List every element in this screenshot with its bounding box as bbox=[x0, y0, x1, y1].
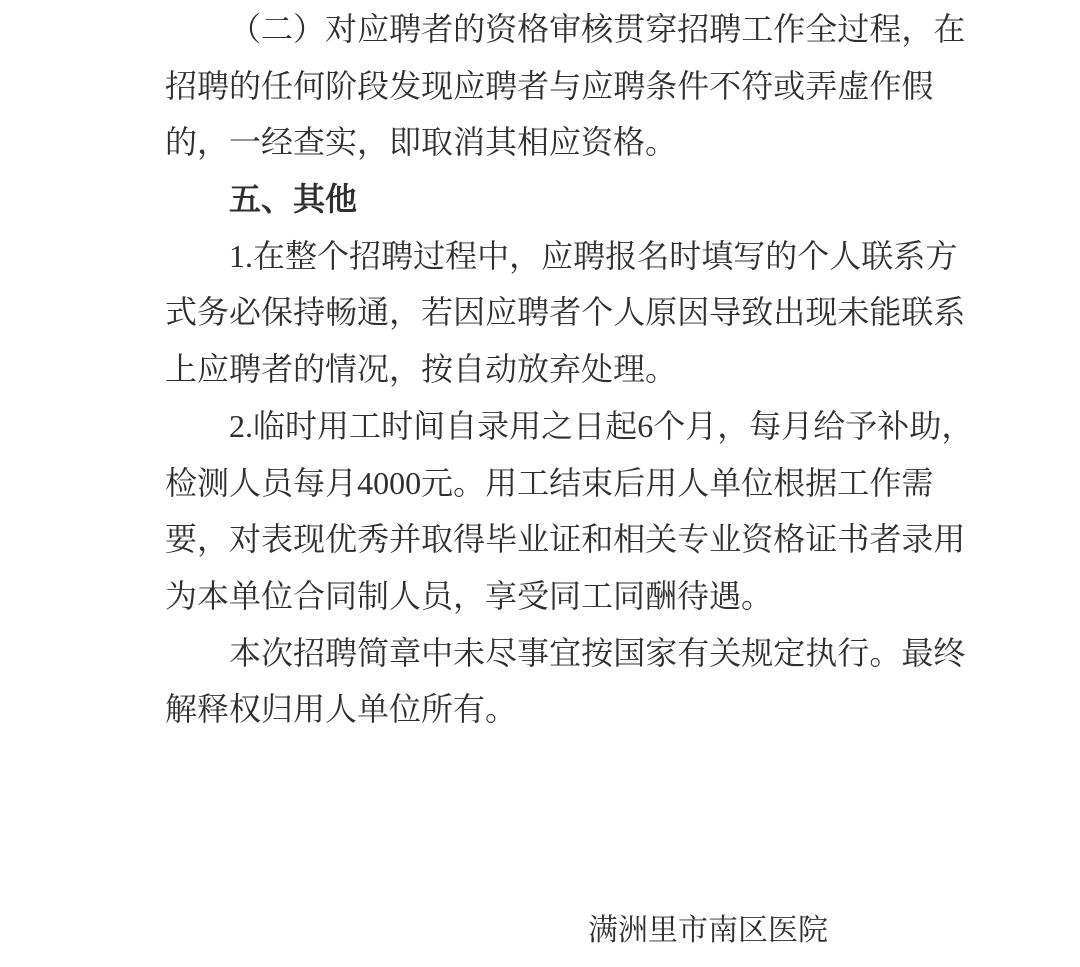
signature: 满洲里市南区医院 bbox=[588, 914, 828, 947]
document-line: 解释权归用人单位所有。 bbox=[165, 691, 518, 728]
document-line: 要 ， 对 表 现 优 秀 并 取 得 毕 业 证 和 相 关 专 业 资 格 证 书 者 录 用 bbox=[165, 521, 966, 558]
document-line: 1. 在 整 个 招 聘 过 程 中 ， 应 聘 报 名 时 填 写 的 个 人 联 系 方 bbox=[229, 237, 958, 274]
document-line: 为本单位合同制人员，享受同工同酬待遇。 bbox=[165, 577, 774, 614]
document-line: 本 次 招 聘 简 章 中 未 尽 事 宜 按 国 家 有 关 规 定 执 行 。 最 终 bbox=[229, 634, 966, 671]
document-line: 上应聘者的情况，按自动放弃处理。 bbox=[165, 351, 678, 388]
document-line: 检 测 人 员 每 月 4000 元 。 用 工 结 束 后 用 人 单 位 根 据 工 作 需 bbox=[165, 464, 934, 501]
document-line: 招 聘 的 任 何 阶 段 发 现 应 聘 者 与 应 聘 条 件 不 符 或 弄 虚 作 假 bbox=[165, 67, 934, 104]
document-line: 的，一经查实，即取消其相应资格。 bbox=[165, 124, 678, 161]
section-heading: 五、其他 bbox=[229, 181, 358, 218]
document-line: 式 务 必 保 持 畅 通 ， 若 因 应 聘 者 个 人 原 因 导 致 出 现 未 能 联 系 bbox=[165, 294, 966, 331]
document-line: 2. 临 时 用 工 时 间 自 录 用 之 日 起 6 个 月 ， 每 月 给 予 补 助 ， bbox=[229, 407, 974, 444]
document-line: （ 二 ） 对 应 聘 者 的 资 格 审 核 贯 穿 招 聘 工 作 全 过 程 ， 在 bbox=[229, 11, 966, 47]
document-content bbox=[165, 1, 974, 738]
